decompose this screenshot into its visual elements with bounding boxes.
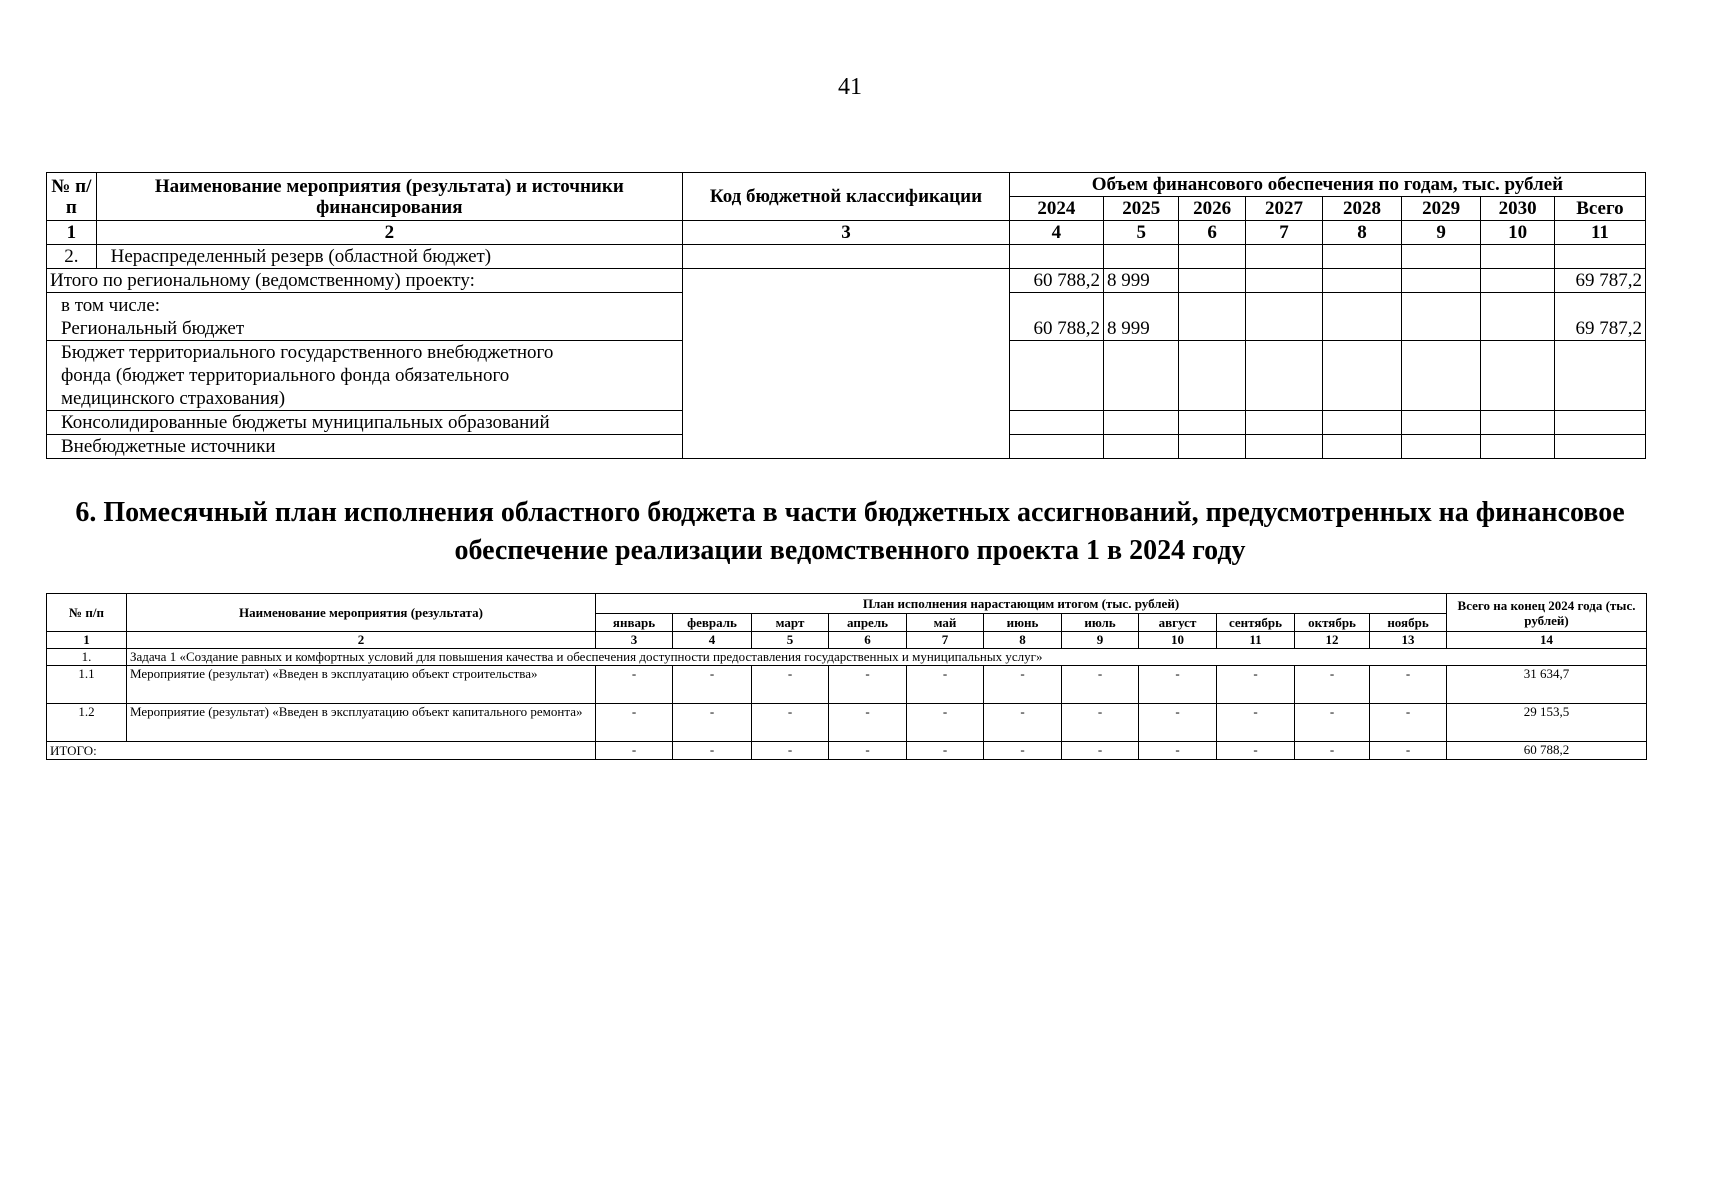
row-name: Итого по региональному (ведомственному) проекту: [47, 269, 683, 293]
dash-cell: - [1062, 666, 1139, 704]
month-header: июль [1062, 614, 1139, 632]
value-cell: 69 787,2 [1554, 269, 1645, 293]
col-num: 9 [1401, 221, 1481, 245]
table-row [47, 245, 1646, 269]
value-cell: 60 788,2 [1009, 293, 1103, 341]
col-num: 3 [596, 632, 673, 649]
month-header: август [1139, 614, 1217, 632]
col-num: 3 [683, 221, 1010, 245]
dash-cell: - [1217, 742, 1295, 760]
month-header: март [752, 614, 829, 632]
col-num: 11 [1554, 221, 1645, 245]
header-year: 2029 [1401, 197, 1481, 221]
dash-cell: - [596, 742, 673, 760]
header-volume: Объем финансового обеспечения по годам, тыс. рублей [1009, 173, 1645, 197]
financing-table [46, 172, 1646, 459]
dash-cell: - [596, 704, 673, 742]
section-heading: 6. Помесячный план исполнения областного бюджета в части бюджетных ассигнований, предусмотренных на финансовое обеспечение реализации ведомственного проекта 1 в 2024 году [75, 497, 1625, 566]
header-plan: План исполнения нарастающим итогом (тыс. рублей) [596, 594, 1447, 614]
dash-cell: - [1062, 704, 1139, 742]
col-num: 2 [127, 632, 596, 649]
row-name: Мероприятие (результат) «Введен в эксплуатацию объект строительства» [127, 666, 596, 704]
dash-cell: - [1370, 742, 1447, 760]
dash-cell: - [907, 742, 984, 760]
table-row [47, 666, 1647, 704]
task-name: Задача 1 «Создание равных и комфортных условий для повышения качества и обеспечения доступности предоставления государственных и муниципальных услуг» [127, 649, 1647, 666]
col-num: 7 [907, 632, 984, 649]
col-num: 1 [47, 632, 127, 649]
month-header: апрель [829, 614, 907, 632]
month-header: сентябрь [1217, 614, 1295, 632]
month-header: июнь [984, 614, 1062, 632]
dash-cell: - [1217, 666, 1295, 704]
month-header: январь [596, 614, 673, 632]
dash-cell: - [1062, 742, 1139, 760]
col-num: 13 [1370, 632, 1447, 649]
month-header: февраль [673, 614, 752, 632]
dash-cell: - [1217, 704, 1295, 742]
col-num: 4 [673, 632, 752, 649]
dash-cell: - [984, 666, 1062, 704]
header-year: 2025 [1103, 197, 1179, 221]
header-total: Всего [1554, 197, 1645, 221]
table-row [47, 269, 1646, 293]
header-num: № п/п [47, 173, 97, 221]
value-cell: 69 787,2 [1554, 293, 1645, 341]
column-number-row [47, 632, 1647, 649]
col-num: 14 [1447, 632, 1647, 649]
dash-cell: - [1370, 704, 1447, 742]
dash-cell: - [752, 666, 829, 704]
month-header: ноябрь [1370, 614, 1447, 632]
total-cell: 29 153,5 [1447, 704, 1647, 742]
dash-cell: - [984, 742, 1062, 760]
row-name: Мероприятие (результат) «Введен в эксплуатацию объект капитального ремонта» [127, 704, 596, 742]
row-name: Нераспределенный резерв (областной бюджет) [96, 245, 682, 269]
col-num: 5 [752, 632, 829, 649]
dash-cell: - [1139, 704, 1217, 742]
dash-cell: - [1139, 742, 1217, 760]
col-num: 2 [96, 221, 682, 245]
header-name: Наименование мероприятия (результата) [127, 594, 596, 632]
itogo-row [47, 742, 1647, 760]
header-year: 2030 [1481, 197, 1554, 221]
dash-cell: - [984, 704, 1062, 742]
row-num: 1.2 [47, 704, 127, 742]
month-header: октябрь [1295, 614, 1370, 632]
header-total: Всего на конец 2024 года (тыс. рублей) [1447, 594, 1647, 632]
dash-cell: - [829, 704, 907, 742]
task-num: 1. [47, 649, 127, 666]
dash-cell: - [673, 704, 752, 742]
column-number-row [47, 221, 1646, 245]
col-num: 12 [1295, 632, 1370, 649]
dash-cell: - [1370, 666, 1447, 704]
task-row [47, 649, 1647, 666]
dash-cell: - [596, 666, 673, 704]
row-label: Региональный бюджет [61, 318, 245, 339]
header-num: № п/п [47, 594, 127, 632]
col-num: 10 [1481, 221, 1554, 245]
value-cell: 60 788,2 [1009, 269, 1103, 293]
header-name: Наименование мероприятия (результата) и источники финансирования [96, 173, 682, 221]
col-num: 6 [1179, 221, 1245, 245]
table-row [47, 704, 1647, 742]
dash-cell: - [829, 742, 907, 760]
col-num: 11 [1217, 632, 1295, 649]
dash-cell: - [907, 666, 984, 704]
row-name [47, 293, 683, 341]
col-num: 7 [1245, 221, 1323, 245]
row-prefix: в том числе: [61, 295, 161, 316]
header-year: 2026 [1179, 197, 1245, 221]
dash-cell: - [907, 704, 984, 742]
value-cell: 8 999 [1103, 293, 1179, 341]
dash-cell: - [1295, 704, 1370, 742]
dash-cell: - [1295, 742, 1370, 760]
col-num: 1 [47, 221, 97, 245]
header-year: 2028 [1323, 197, 1402, 221]
col-num: 6 [829, 632, 907, 649]
col-num: 8 [1323, 221, 1402, 245]
value-cell: 8 999 [1103, 269, 1179, 293]
itogo-total: 60 788,2 [1447, 742, 1647, 760]
col-num: 5 [1103, 221, 1179, 245]
dash-cell: - [673, 742, 752, 760]
header-year: 2027 [1245, 197, 1323, 221]
header-code: Код бюджетной классификации [683, 173, 1010, 221]
row-num: 2. [47, 245, 97, 269]
total-cell: 31 634,7 [1447, 666, 1647, 704]
col-num: 10 [1139, 632, 1217, 649]
header-year: 2024 [1009, 197, 1103, 221]
col-num: 9 [1062, 632, 1139, 649]
dash-cell: - [1295, 666, 1370, 704]
monthly-plan-table [46, 593, 1647, 760]
row-num: 1.1 [47, 666, 127, 704]
itogo-label: ИТОГО: [47, 742, 596, 760]
row-name: Консолидированные бюджеты муниципальных образований [47, 411, 683, 435]
dash-cell: - [673, 666, 752, 704]
month-header: май [907, 614, 984, 632]
dash-cell: - [1139, 666, 1217, 704]
dash-cell: - [752, 704, 829, 742]
row-name: Внебюджетные источники [47, 435, 683, 459]
row-name: Бюджет территориального государственного внебюджетного фонда (бюджет территориального фонда обязательного медицинского страхования) [47, 341, 683, 411]
page-number: 41 [838, 74, 862, 100]
dash-cell: - [829, 666, 907, 704]
col-num: 4 [1009, 221, 1103, 245]
col-num: 8 [984, 632, 1062, 649]
dash-cell: - [752, 742, 829, 760]
